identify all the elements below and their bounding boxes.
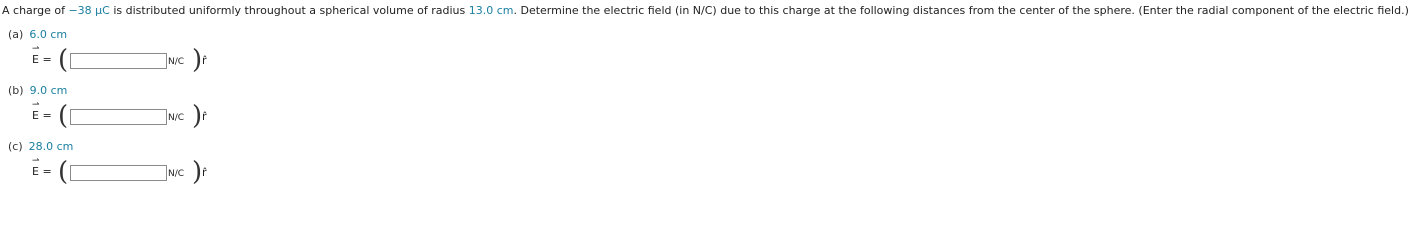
part-b-unit-vector: r̂ xyxy=(202,110,207,123)
part-c-unit: N/C xyxy=(168,169,185,179)
part-a-unit: N/C xyxy=(168,57,185,67)
radius-value: 13.0 cm xyxy=(468,4,514,17)
part-b-field-input[interactable] xyxy=(70,109,167,125)
part-a xyxy=(8,28,207,76)
vector-arrow-icon: ⇀ xyxy=(32,156,40,166)
open-paren: ( xyxy=(58,45,69,75)
part-a-field-label: ⇀ E = xyxy=(32,44,52,66)
close-paren: ) xyxy=(192,101,203,131)
part-a-field-input[interactable] xyxy=(70,53,167,69)
part-c-field-label: ⇀ E = xyxy=(32,156,52,178)
question-middle: is distributed uniformly throughout a spherical volume of radius xyxy=(109,4,469,17)
vector-arrow-icon: ⇀ xyxy=(32,44,40,54)
part-b-heading xyxy=(8,84,67,98)
question-prefix: A charge of xyxy=(2,4,69,17)
equals-sign: = xyxy=(42,53,52,66)
part-b-field-label: ⇀ E = xyxy=(32,100,52,122)
part-c-unit-vector: r̂ xyxy=(202,166,207,179)
question-suffix: . Determine the electric field (in N/C) due to this charge at the following distances from the center of the sphere. (Enter the radial component of the electric field.) xyxy=(513,4,1409,17)
part-b xyxy=(8,84,207,132)
part-b-label: (b) xyxy=(8,84,24,97)
part-c xyxy=(8,140,207,188)
part-c-distance: 28.0 cm xyxy=(28,140,74,153)
vector-arrow-icon: ⇀ xyxy=(32,100,40,110)
open-paren: ( xyxy=(58,157,69,187)
equals-sign: = xyxy=(42,109,52,122)
open-paren: ( xyxy=(58,101,69,131)
part-c-label: (c) xyxy=(8,140,23,153)
part-c-field-input[interactable] xyxy=(70,165,167,181)
part-a-label: (a) xyxy=(8,28,24,41)
part-a-heading xyxy=(8,28,67,42)
part-a-answer-row xyxy=(28,44,207,76)
part-b-answer-row xyxy=(28,100,207,132)
close-paren: ) xyxy=(192,157,203,187)
part-a-distance: 6.0 cm xyxy=(29,28,68,41)
part-a-unit-vector: r̂ xyxy=(202,54,207,67)
charge-value: −38 μC xyxy=(68,4,110,17)
equals-sign: = xyxy=(42,165,52,178)
close-paren: ) xyxy=(192,45,203,75)
part-c-heading xyxy=(8,140,73,154)
part-b-unit: N/C xyxy=(168,113,185,123)
question-text xyxy=(2,4,1409,18)
part-c-answer-row xyxy=(28,156,207,188)
part-b-distance: 9.0 cm xyxy=(29,84,68,97)
